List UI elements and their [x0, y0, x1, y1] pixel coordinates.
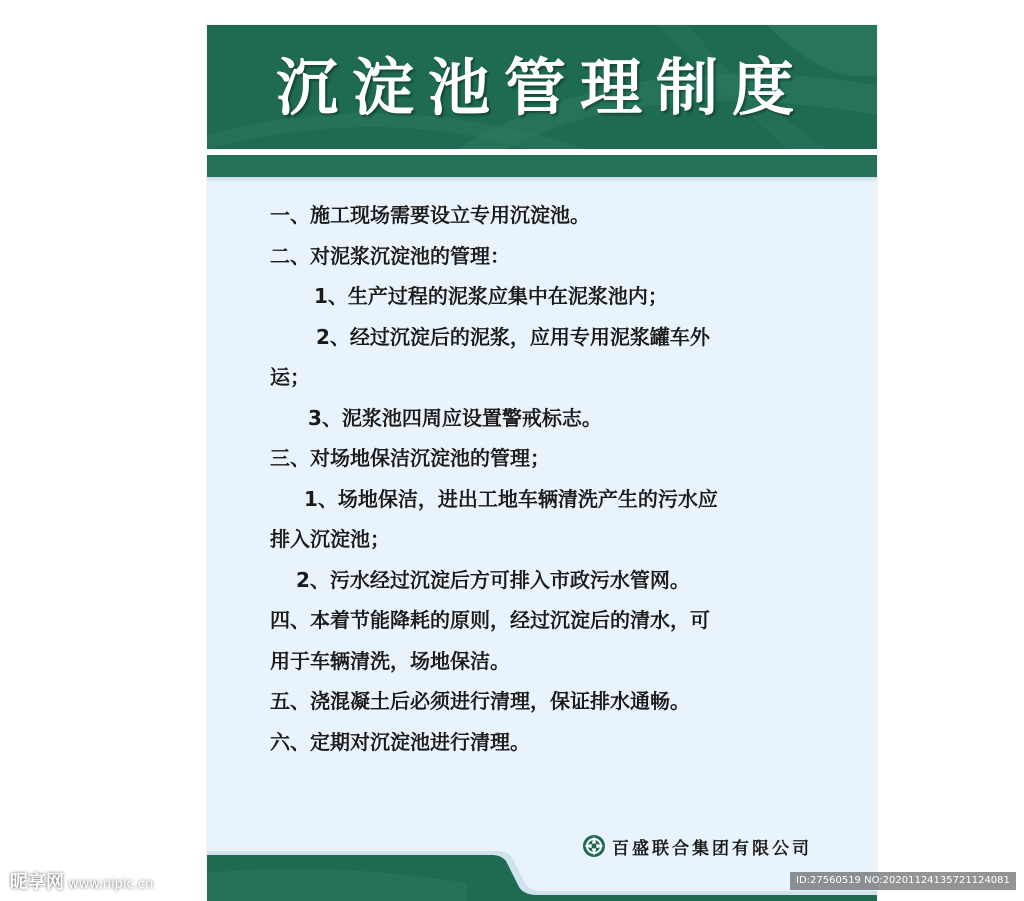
company-name: 百盛联合集团有限公司: [612, 838, 812, 859]
image-id-watermark: ID:27560519 NO:20201124135721124081: [790, 872, 1016, 890]
page-title: 沉淀池管理制度: [275, 51, 808, 124]
site-watermark-name: 昵享网: [10, 872, 64, 893]
notice-board: [207, 25, 877, 901]
regulation-line-3: 1、生产过程的泥浆应集中在泥浆池内；: [314, 284, 668, 308]
regulation-line-10: 2、污水经过沉淀后方可排入市政污水管网。: [296, 567, 690, 592]
regulation-line-12: 用于车辆清洗，场地保洁。: [270, 648, 510, 673]
regulation-line-1: 一、施工现场需要设立专用沉淀池。: [270, 203, 590, 227]
footer-decoration: [207, 843, 877, 901]
regulation-line-6: 3、泥浆池四周应设置警戒标志。: [308, 405, 602, 430]
regulation-text: [270, 195, 830, 762]
header-banner: [207, 25, 877, 149]
header-divider-green: [207, 155, 877, 177]
regulation-line-11: 四、本着节能降耗的原则，经过沉淀后的清水，可: [270, 608, 710, 632]
regulation-line-5: 运；: [270, 365, 310, 389]
regulation-line-14: 六、定期对沉淀池进行清理。: [270, 729, 530, 754]
regulation-line-7: 三、对场地保洁沉淀池的管理；: [270, 446, 550, 470]
regulation-line-13: 五、浇混凝土后必须进行清理，保证排水通畅。: [270, 689, 690, 713]
site-watermark-url: www.nipic.cn: [68, 877, 154, 892]
header-divider-shadow: [207, 177, 877, 183]
regulation-line-2: 二、对泥浆沉淀池的管理：: [270, 243, 510, 268]
regulation-line-8: 1、场地保洁，进出工地车辆清洗产生的污水应: [304, 486, 718, 511]
regulation-line-4: 2、经过沉淀后的泥浆，应用专用泥浆罐车外: [316, 324, 710, 349]
regulation-line-9: 排入沉淀池；: [270, 527, 390, 551]
site-watermark: [10, 868, 153, 894]
